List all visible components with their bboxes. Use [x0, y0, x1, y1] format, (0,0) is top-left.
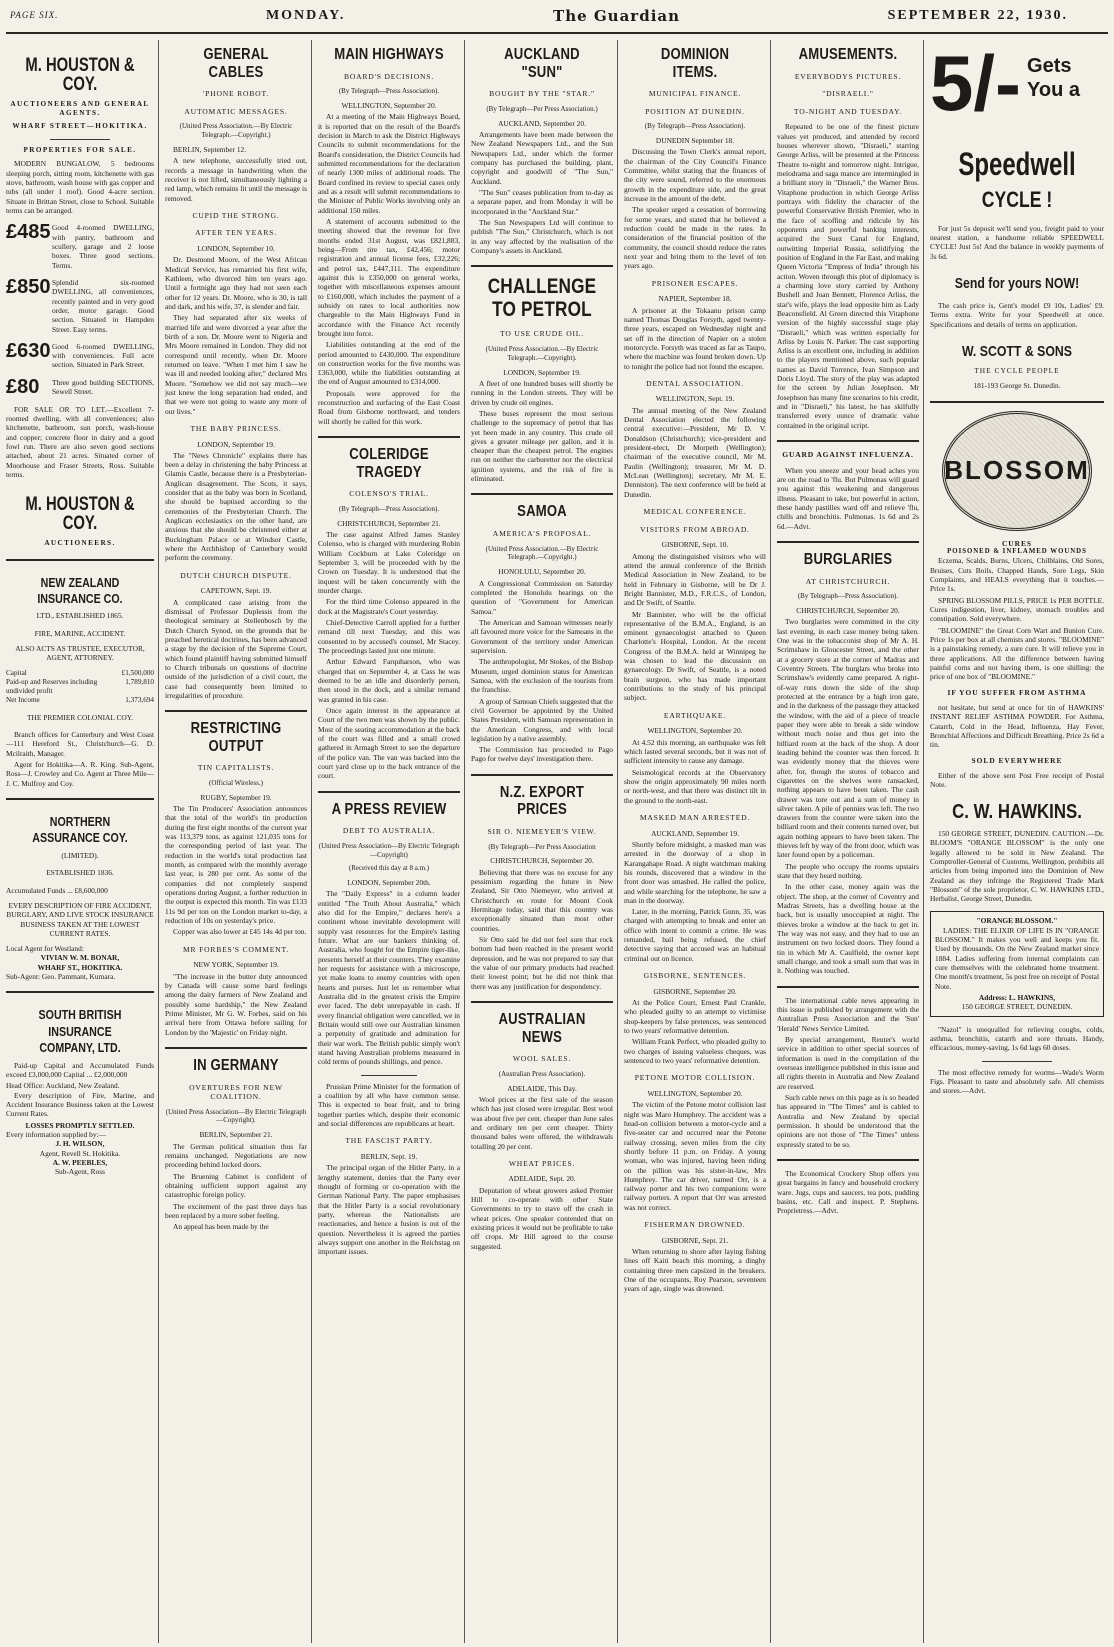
- property-price: £630: [6, 339, 51, 362]
- column-6: [777, 40, 924, 1643]
- ad-paragraph: Either of the above sent Post Free receipt of Postal Note.: [930, 771, 1104, 790]
- article-paragraph: The annual meeting of the New Zealand Dental Association elected the following central executive:—President, Mr D. V. Donaldson (Christchurch); vice-president and president-elect, Dr Morpeth (Wellington); chairman of the executive council, Mr M. Paulin (Wellington); treasurer, Mr M. D. McLean (Wellington); secretary, Mr M. E. Denniston). The next conference will be held at Dunedin.: [624, 405, 766, 499]
- dateline: NEW YORK, September 19.: [193, 960, 279, 970]
- wire-credit: (By Telegraph—Per Press Association: [488, 842, 596, 851]
- ad-title: C. W. HAWKINS.: [952, 800, 1082, 823]
- ad-subtitle: AUCTIONEERS AND GENERAL AGENTS.: [10, 100, 150, 118]
- subheading: MUNICIPAL FINANCE.: [648, 89, 742, 99]
- subheading: MR FORBES'S COMMENT.: [182, 944, 290, 954]
- ad-paragraph: The most effective remedy for worms—Wade's Worm Figs. Pleasant to taste and absolutely safe. All chemists and stores.—Advt.: [930, 1067, 1104, 1096]
- article-paragraph: The American and Samoan witnesses nearly all favoured more voice for the Samoans in the Government of the territory under American supervision.: [471, 617, 613, 655]
- article-paragraph: An appeal has been made by the: [173, 1222, 269, 1232]
- wire-credit: (By Telegraph—Press Association).: [338, 504, 440, 513]
- article-paragraph: The "Daily Express" in a column leader entitled "The Truth About Australia," which also did for the Empire," declares here's a continent whose inevitable development will supply vast resources for the Empire's lasting future. What are our bankers thinking of. Australia, who fought for the Empire tiger-like, presents herself at their counters. They examine her requests for assistance with a microscope, yet make loans to enemy countries with open hearts and purses. Just let us remember what Australia did in the greatest crisis the Empire ever faced. The debt unrepayable in cash. If every financial obligation were cancelled, we in Britain would still owe our Australian kinsmen a perpetuity of gratitude and admiration for their war work. The British public simply won't stand having Australian problems measured in cold terms of pounds shillings, and pence.: [318, 889, 460, 1067]
- subheading: TO-NIGHT AND TUESDAY.: [793, 106, 903, 116]
- ad-subtitle: THE PREMIER COLONIAL COY.: [27, 712, 133, 722]
- property-listing: [6, 275, 154, 334]
- article-paragraph: The anthropologist, Mr Stokes, of the Bishop Museum, urged dominion status for American Samoa, with the exclusion of the tourists from the franchise.: [471, 657, 613, 695]
- subheading: POSITION AT DUNEDIN.: [645, 106, 745, 116]
- dateline: GISBORNE, Sept. 10.: [661, 540, 729, 550]
- masthead-day: MONDAY.: [265, 8, 346, 24]
- cycle-heading: CYCLE !: [981, 187, 1053, 212]
- article-paragraph: The people who occupy the rooms upstairs state that they heard nothing.: [777, 861, 919, 881]
- ad-paragraph: "BLOOMINE" the Great Corn Wart and Bunion Cure. Price 1s per box at all chemists and stores. "BLOOMINE" is a painstaking remedy, a sure cure. It will relieve you in three applications. All the difference between having painful corns and not having them, is one shilling: the price of one box of "BLOOMINE.": [930, 625, 1104, 682]
- ad-line: Accumulated Funds ... £8,600,000: [6, 885, 108, 895]
- article-paragraph: Copper was also lower at £45 14s 4d per ton.: [173, 927, 307, 937]
- price-banner: 5/-: [930, 40, 1022, 127]
- dateline: HONOLULU, September 20.: [498, 567, 586, 577]
- article-paragraph: The case against Alfred James Stanley Colenso, who is charged with murdering Robin William Cockburn at Lake Coleridge on September 3, will be proceeded with by the Crown on Tuesday. It is understood that the inquest will be taken concurrently with the murder charge.: [318, 530, 460, 595]
- ad-line: VIVIAN W. M. BONAR,: [40, 953, 120, 963]
- subheading: WHEAT PRICES.: [508, 1158, 576, 1168]
- article-paragraph: A fleet of one hundred buses will shortly be running in the London streets. They will be driven by crude oil engines.: [471, 378, 613, 407]
- subheading: MASKED MAN ARRESTED.: [639, 812, 751, 822]
- masthead: [6, 0, 1108, 34]
- subheading: "DISRAELI.": [822, 89, 874, 99]
- headline: COLERIDGE TRAGEDY: [349, 446, 429, 481]
- ad-paragraph: MODERN BUNGALOW, 5 bedrooms sleeping porch, sitting room, kitchenette with gas stove, bathroom, wash house with gas copper and tubs (all under 1 roof). Good 4-acre section. Situate in Brittan Street, close to School. Suitable terms can be arranged.: [6, 159, 154, 215]
- column-3: [318, 40, 465, 1643]
- dateline: BERLIN, September 21.: [199, 1130, 273, 1140]
- headline: CHALLENGE TO PETROL: [487, 275, 597, 322]
- article-paragraph: At 4.52 this morning, an earthquake was felt which lasted several seconds, but it was not of sufficient intensity to cause any damage.: [624, 737, 766, 766]
- subheading: GUARD AGAINST INFLUENZA.: [782, 450, 914, 460]
- article-paragraph: Chief-Detective Carroll applied for a further remand till next Tuesday, and this was consented to by accused's counsel, Mr Stacey. The proceedings lasted just one minute.: [318, 617, 460, 655]
- subheading: BOARD'S DECISIONS.: [343, 71, 435, 81]
- finance-row: Paid-up and Reserves including undivided profit 1,789,810: [6, 677, 154, 695]
- article-paragraph: The German political situation thus far remains unchanged. Negotiations are now proceeding behind locked doors.: [165, 1141, 307, 1170]
- cycle-ad-header: [930, 40, 1104, 127]
- notice-paragraph: By special arrangement, Reuter's world service in addition to other special sources of information is used in the compilation of the overseas intelligence published in this issue and all rights therein in Australia and New Zealand are reserved.: [777, 1035, 919, 1091]
- dateline: LONDON, September 10.: [197, 244, 275, 254]
- subheading: SIR O. NIEMEYER'S VIEW.: [487, 827, 597, 836]
- article-paragraph: Proposals were approved for the reconstruction and surfacing of the East Coast Road from Gisborne northward, and tenders will shortly be called for this work.: [318, 388, 460, 426]
- dateline: BERLIN, Sept. 19.: [360, 1151, 418, 1161]
- subheading: DEBT TO AUSTRALIA.: [342, 826, 436, 836]
- article-paragraph: The "News Chronicle" explains there has been a delay in christening the baby Princess at Glamis Castle, because there is a Presbyterian-Anglican disagreement. The Scots, it says, consider that as the baby was born in Scotland, she should be baptised according to the ceremonies of the Presbyterian Church. The Anglican ecclesiastics on the other hand, are anxious that she should be christened either at Buckingham Palace or at Windsor Castle, where the Archbishop of Canterbury would perform the ceremony.: [165, 450, 307, 563]
- subheading: AUTOMATIC MESSAGES.: [184, 106, 288, 116]
- dateline: DUNEDIN September 18.: [655, 136, 735, 146]
- ad-paragraph: Paid-up Capital and Accumulated Funds exceed £3,000,000 Capital ... £2,000,000: [6, 1060, 154, 1079]
- article-paragraph: Two burglaries were committed in the city last evening, in each case money being taken. One was in the tobacconist shop of Mr A. H. Scrimshaw in Gloucester Street, and the other at a grocery store at the corner of Madras and Coventry Streets. The burglars who broke into Scrimshaw's evidently came prepared. A right-of-way runs down the side of the shop protected at the entrance by a high iron gate, and in the darkness of the passage they attacked the window, with the aid of a piece of treacle paper they were able to break a side window without much noise and thus get into the billiard room at the back of the shop. A door leading behind the counter was then forced. It was evidently money that the thieves were after, for, though the stores of tobacco and cigarettes on the shelves were ransacked, nothing appears to have been taken. The cash drawer was tore out and a sum of money in silver taken. A pile of pennies was left. The two drawers from the counter were taken into the billiard room and their contents turned over, but again nothing appears to have been taken. The thieves left by way of the front door, which was later found open by a policeman.: [777, 617, 919, 860]
- dateline: RUGBY, September 19.: [200, 792, 272, 802]
- headline: A PRESS REVIEW: [331, 800, 447, 818]
- ad-line: Local Agent for Westland:: [6, 944, 84, 954]
- dateline: CHRISTCHURCH, September 21.: [337, 518, 441, 528]
- article-paragraph: When returning to shore after laying fishing lines off Kaiti beach this morning, a dinghy containing three men capsized in the breakers. One of the occupants, Roy Pearson, seventeen years of age, single was drowned.: [624, 1247, 766, 1294]
- dateline: AUCKLAND, September 19.: [651, 828, 739, 838]
- ad-subtitle: SOLD EVERYWHERE: [971, 755, 1063, 765]
- article-paragraph: "The Sun" ceases publication from to-day as a separate paper, and from Monday it will be incorporated in the "Auckland Star.": [471, 187, 613, 216]
- article-paragraph: A group of Samoan Chiefs suggested that the civil Governor be appointed by the United States President, with Samoan representation in the American Congress, and with local legislation by a native assembly.: [471, 696, 613, 743]
- ad-paragraph: SPRING BLOSSOM PILLS, PRICE 1s PER BOTTLE. Cures indigestion, liver, kidney, stomach troubles and constipation. Sold everywhere.: [930, 595, 1104, 624]
- ad-subtitle: ALSO ACTS AS TRUSTEE, EXECUTOR, AGENT, ATTORNEY.: [15, 643, 145, 663]
- wire-credit: (By Telegraph—Press Association).: [797, 592, 899, 601]
- ad-paragraph: For just 5s deposit we'll send you, freight paid to your nearest station, a handsome reliable SPEEDWELL CYCLE! Just 5s! And the balance in weekly payments of 3s 6d.: [930, 223, 1104, 261]
- dateline: GISBORNE, Sept. 21.: [661, 1235, 729, 1245]
- ad-subtitle: "ORANGE BLOSSOM.": [976, 916, 1058, 926]
- article-paragraph: Discussing the Town Clerk's annual report, the chairman of the City Council's Finance Committee, whilst stating that the finances of the city were sound, referred to the enormous growth in the expenditure side, and the great increase in the amount of the debt.: [624, 147, 766, 204]
- finance-row: Capital £1,500,000: [6, 668, 154, 677]
- notice-paragraph: The international cable news appearing in this issue is published by arrangement with the Australian Press Association and the 'Sun' 'Herald' News Service Limited.: [777, 995, 919, 1033]
- subheading: PETONE MOTOR COLLISION.: [634, 1073, 756, 1083]
- dateline: BERLIN, September 12.: [173, 144, 247, 154]
- article-paragraph: Mr Bannister, who will be the official representative of the B.M.A., England, is an eminent gynaecologist attached to Queen Charlotte's Hospital, London. At the recent Congress of the B.M.A. held at Winnipeg he was chosen to lead the discussion on gynaecology. Dr Swift, of Seattle, is a noted brain surgeon, who has made important contributions to the study of his principal subject.: [624, 609, 766, 703]
- dateline: ADELAIDE, Sept. 20.: [508, 1174, 576, 1184]
- article-paragraph: Believing that there was no excuse for any pessimism regarding the future in New Zealand, Sir Otto Niemeyer, who arrived at Christchurch en route for Mount Cook Hermitage today, said that this country was exceptionally situated than most other countries.: [471, 867, 613, 933]
- ad-paragraph: Eczema, Scalds, Burns, Ulcers, Chilblains, Old Sores, Bruises, Cuts Boils, Chapped Hands, Sore Legs, Skin Complaints, and HEALS everything that it touches.—Price 1s.: [930, 556, 1104, 594]
- article-paragraph: At a meeting of the Main Highways Board, it is reported that on the result of the Board's decision in March to ask the District Highways Councils to submit recommendations for the Board's consideration, the District Councils had submitted recommendations for the declaration of nearly 1300 miles of additional roads. The Board confined its review to special cases only and as a result will submit recommendations to the Minister of Public Works involving only an additional 150 miles.: [318, 112, 460, 215]
- dateline: GISBORNE, September 20.: [653, 986, 737, 996]
- ad-line: J. H. WILSON,: [55, 1139, 105, 1149]
- ad-address: Address: L. HAWKINS,: [978, 993, 1056, 1003]
- subheading: FISHERMAN DROWNED.: [644, 1220, 746, 1230]
- ad-line: Sub-Agent: Geo. Pammant, Kumara.: [6, 972, 116, 982]
- ad-title: NORTHERN ASSURANCE COY.: [32, 814, 128, 846]
- article-paragraph: Seismological records at the Observatory show the origin approximately 90 miles north or north-west, and that there was distinct tilt in the ground to the north-east.: [624, 767, 766, 805]
- subheading: 'PHONE ROBOT.: [202, 89, 270, 99]
- article-paragraph: A new telephone, successfully tried out, records a message in handwriting when the receiver is not lifted, simultaneously lighting a red lamp, which remains lit until the message is removed.: [165, 156, 307, 203]
- article-paragraph: Arthur Edward Farquharson, who was charged that on September 4, at Cass he was deemed to be an idle and disorderly person, then stood in the dock, and a similar remand was granted in his case.: [318, 657, 460, 704]
- article-paragraph: Once again interest in the appearance at Court of the two men was shown by the public. Most of the seating accommodation at the back of the court was filled and a small crowd gathered in Armagh Street to see the departure of the police van. The van was backed into the court yard close up to the back entrance of the court.: [318, 705, 460, 781]
- subheading: THE BABY PRINCESS.: [190, 423, 282, 433]
- headline: MAIN HIGHWAYS: [334, 46, 444, 63]
- column-7: [930, 40, 1108, 1643]
- masthead-date: SEPTEMBER 22, 1930.: [887, 8, 1068, 24]
- wire-credit: (United Press Association—By Electric Telegraph—Copyright).: [165, 1107, 307, 1125]
- subheading: EVERYBODYS PICTURES.: [794, 71, 902, 81]
- property-desc: Splendid six-roomed DWELLING, all conveniences, recently painted and in very good order, motor garage. Good section. Situated in Hampden Street. Easy terms.: [52, 277, 154, 334]
- property-desc: Good 4-roomed DWELLING, with pantry, bathroom and scullery, garage and 2 loose boxes. Three good sections. Terms.: [52, 223, 154, 270]
- ad-title: W. SCOTT & SONS: [961, 343, 1073, 361]
- columns: [6, 40, 1108, 1643]
- subheading: PRISONER ESCAPES.: [651, 278, 739, 288]
- ad-title: SOUTH BRITISH INSURANCE COMPANY, LTD.: [38, 1007, 122, 1056]
- article-paragraph: The speaker urged a cessation of borrowing for some years, and stated that he believed a reduction could be made in the rates. In consideration of the financial position of the community, the council should reduce the rates next year and bring them to the level of ten years ago.: [624, 205, 766, 271]
- cycle-brand: Speedwell: [958, 146, 1076, 182]
- ad-line: Agent, Revell St. Hokitika.: [39, 1148, 121, 1158]
- ad-title: NEW ZEALAND INSURANCE CO.: [37, 574, 123, 606]
- article-paragraph: The principal organ of the Hitler Party, in a lengthy statement, denies that the Party ever thought of forming or co-operation with the German National Party. The paper emphasises that the Hitler Party is a social revolutionary party, whereas the Nationalists are reactionaries, and hence a fusion is out of the question. Nevertheless it is agreed the parties always support one another in the Reichstag on important issues.: [318, 1163, 460, 1257]
- column-5: [624, 40, 771, 1643]
- ad-headline: Send for yours NOW!: [954, 275, 1080, 293]
- article-paragraph: The Sun Newspapers Ltd will continue to publish "The Sun," Christchurch, which is not in any way affected by the realisation of the Company's assets in Auckland.: [471, 217, 613, 255]
- ad-paragraph: The cash price is, Gent's model £9 10s, Ladies' £9. Terms extra. Write for your Speedwell at once. Specifications and details of terms on application.: [930, 301, 1104, 329]
- ad-address: 181-193 George St. Dunedin.: [973, 381, 1061, 391]
- headline: RESTRICTING OUTPUT: [190, 720, 282, 755]
- ad-subtitle: (LIMITED).: [61, 850, 99, 860]
- article-paragraph: The victim of the Petone motor collision last night was Maro Humphrey. The accident was a head-on collision between a motor-cycle and a five-seater car and occurred near the Petone railway crossing, seven miles from the city shortly before 11 p.m. on Friday. A young woman, who was injured, having been riding on the pillion was his sister-in-law, Mrs Humphrey. The car driver, named Orr, is a railway porter and his two companions were railway porters. A report that Orr was arrested was not correct.: [624, 1100, 766, 1212]
- subheading: AFTER TEN YEARS.: [195, 228, 277, 238]
- article-paragraph: Prussian Prime Minister for the formation of a coalition by all who have common sense. This is expected to bear fruit, and to bring together parties which, despite their economic and social differences are republicans at heart.: [318, 1081, 460, 1129]
- wire-credit: (United Press Association—By Electric Telegraph—Copyright): [318, 841, 460, 859]
- column-4: [471, 40, 618, 1643]
- article-paragraph: The excitement of the past three days has been replaced by a more sober feeling.: [165, 1201, 307, 1220]
- article-paragraph: Wool prices at the first sale of the season which has just closed were irregular. Best wool was about five per cent. cheaper than June sales and ordinary ten per cent cheaper. Thirty thousand bales were offered, the withdrawals totalling 20 per cent.: [471, 1094, 613, 1151]
- notice-paragraph: Such cable news on this page as is so headed has appeared in "The Times" and is cabled to Australia and New Zealand by special permission. It should be understood that the opinions are not those of "The Times" unless expressly stated to be so.: [777, 1093, 919, 1149]
- wire-credit: (United Press Association.—By Electric Telegraph.—Copyright.): [485, 544, 599, 562]
- subheading: DUTCH CHURCH DISPUTE.: [180, 570, 292, 580]
- wire-credit: (United Press Association.—By Electric Telegraph.—Copyright.): [179, 122, 293, 140]
- wire-credit: (By Telegraph—Press Association).: [644, 122, 746, 131]
- masthead-title: The Guardian: [553, 6, 681, 25]
- ad-address: 150 GEORGE STREET, DUNEDIN.: [961, 1002, 1073, 1012]
- subheading: THE FASCIST PARTY.: [345, 1136, 433, 1146]
- subheading: WOOL SALES.: [512, 1054, 572, 1064]
- property-listing: [6, 375, 154, 398]
- wire-credit: (Received this day at 8 a.m.): [348, 864, 430, 873]
- ad-line: Head Office: Auckland, New Zealand.: [6, 1081, 120, 1091]
- headline: DOMINION ITEMS.: [660, 46, 730, 81]
- article-paragraph: A prisoner at the Tokaanu prison camp named Thomas Douglas Forsyth, aged twenty-three years, escaped on Wednesday night and set off in the direction of Napier on a stolen motorcycle. Forsyth was traced as far as Taupo, where the machine was found broken down. Up to tonight the police had not found the escapee.: [624, 305, 766, 371]
- ad-paragraph: Branch offices for Canterbury and West Coast—111 Hereford St., Christchurch—G. D. Mcilraith, Manager.: [6, 730, 154, 758]
- notice-paragraph: The Economical Crockery Shop offers you great bargains in fancy and household crockery ware. Jugs, cups and saucers, tea pots, pudding basins, etc. Call and inspect. P. Stephens. Proprietress.—Advt.: [777, 1168, 919, 1216]
- finance-row: Net Income 1,373,694: [6, 695, 154, 704]
- dateline: WELLINGTON, Sept. 19.: [655, 394, 735, 404]
- column-1: [6, 40, 159, 1643]
- property-desc: Three good building SECTIONS, Sewell Street.: [52, 377, 154, 397]
- subheading: TO USE CRUDE OIL.: [500, 329, 584, 339]
- article-paragraph: For the third time Colenso appeared in the dock at the Magistrate's Court yesterday.: [318, 597, 460, 616]
- subheading: BOUGHT BY THE "STAR.": [489, 89, 595, 99]
- ad-paragraph: Agent for Hokitika—A. R. King. Sub-Agent, Ross—J. Crowley and Co. Agent at Three Mile—J. C. Mulfroy and Coy.: [6, 760, 154, 788]
- dateline: WELLINGTON, September 20.: [647, 1088, 743, 1098]
- subheading: AT CHRISTCHURCH.: [805, 576, 891, 586]
- ad-line: A. W. PEEBLES,: [52, 1157, 108, 1167]
- headline: AMUSEMENTS.: [798, 46, 898, 63]
- ad-subtitle: AUCTIONEERS.: [44, 539, 116, 548]
- wire-credit: (Official Wireless.): [209, 779, 263, 788]
- wire-credit: (United Press Association.—By Electric Telegraph.—Copyright).: [485, 344, 599, 362]
- property-listing: [6, 223, 154, 270]
- headline: AUSTRALIAN NEWS: [498, 1010, 586, 1046]
- article-paragraph: Shortly before midnight, a masked man was arrested in the doorway of a shop in Karangahape Road. A night watchman making his rounds, discovered that a window in the front door was smashed. He called the police, and while searching for the telephone, he saw a man in the doorway.: [624, 839, 766, 905]
- dateline: LONDON, September 19.: [503, 367, 581, 377]
- column-2: [165, 40, 312, 1643]
- article-paragraph: Liabilities outstanding at the end of the period amounted to £430,000. The expenditure on construction works for the five months was £363,000, while the liabilities outstanding at the end of August amounted to £314,000.: [318, 340, 460, 387]
- cycle-ad-tagline: Gets You a: [1027, 55, 1080, 101]
- ad-subtitle: THE CYCLE PEOPLE: [974, 365, 1060, 375]
- article-paragraph: These buses represent the most serious challenge to the supremacy of petrol that has yet been made in any country. This crude oil gives a greater mileage per gallon, and it is cheaper than the cheapest petrol. The engines run on neither the carburettor nor the electrical ignition systems, and the risk of fire is eliminated.: [471, 408, 613, 484]
- article-paragraph: Arrangements have been made between the New Zealand Newspapers Ltd., and the Sun Newspapers Ltd., under which the former company has purchased the building, plant, copyright and goodwill of "The Sun," Auckland.: [471, 129, 613, 186]
- article-paragraph: In the other case, money again was the object. The shop, at the corner of Coventry and Madras Streets, has a dwelling house at the back, but is usually unoccupied at night. The thieves broke a window at the back to get in. The way was not easy, and they had to use an instrument on two locked doors. They found a tin in which Mr A. Caulfield, the owner kept small change, and took a small sum that was in it. Nothing was touched.: [777, 882, 919, 976]
- dateline: LONDON, September 20th.: [347, 878, 431, 888]
- article-paragraph: Deputation of wheat growers asked Premier Hill to co-operate with other State Governments to try to stave off the crash in wheat prices. One speaker contended that on existing prices it would not be profitable to take off crops. Mr Hill agreed to the course suggested.: [471, 1185, 613, 1251]
- orange-blossom-ad: [930, 911, 1104, 1016]
- ad-paragraph: not hesitate, but send at once for tin of HAWKINS' INSTANT RELIEF ASTHMA POWDER. For Asthma, Catarrh, Cold in the Head, Influenza, Hay Fever, Bronchial Affections and Difficult Breathing. Price 2s 6d a tin.: [930, 703, 1104, 750]
- ad-paragraph: Every description of Fire, Marine, and Accident Insurance Business taken at the Lowest Current Rates.: [6, 1090, 154, 1119]
- ad-paragraph: LADIES: THE ELIXIR OF LIFE IS IN "ORANGE BLOSSOM." It makes you well and keeps you fit. Used by thousands. On the New Zealand market since 1884. Ladies suffering from internal complaints can cure themselves with the celebrated home treatment. One month's treatment, 5s post free on receipt of Postal Note.: [935, 925, 1099, 991]
- subheading: CUPID THE STRONG.: [192, 210, 280, 220]
- wire-credit: (By Telegraph—Press Association).: [338, 87, 440, 96]
- subheading: TIN CAPITALISTS.: [197, 763, 275, 773]
- ad-subtitle: EVERY DESCRIPTION OF FIRE ACCIDENT, BURGLARY, AND LIVE STOCK INSURANCE BUSINESS TAKEN AT THE LOWEST CURRENT RATES.: [6, 900, 154, 938]
- ad-paragraph: FOR SALE OR TO LET.—Excellent 7-roomed dwelling, with all conveniences; also kitchenette, bathroom, sun porch, wash-house and copper; concrete floor in dairy and a good fowl run. There are also seven good sections attached, about 21 acres. Situated corner of Moorhouse and Fraser Streets, Ross. Suitable terms.: [6, 404, 154, 480]
- article-paragraph: A Congressional Commission on Saturday completed the Honolulu hearings on the question of "Government for American Samoa.": [471, 578, 613, 616]
- article-paragraph: Later, in the morning, Patrick Gunn, 35, was charged with attempting to break and enter an office with intent to commit a crime. He was remanded, bail being refused, the chief detective saying that accused was an habitual criminal out on licence.: [624, 907, 766, 963]
- ad-subtitle: CURES: [1001, 538, 1033, 548]
- headline: N.Z. EXPORT PRICES: [499, 783, 585, 819]
- headline: BURGLARIES: [803, 550, 893, 568]
- article-paragraph: "The increase in the butter duty announced by Canada will cause some hard feelings among the dairy farmers of New Zealand and possibly some hardship," the New Zealand Prime Minister, Mr G. W. Forbes, said on his arrival here from Ottawa before sailing for London by the 'Majestic' on Friday night.: [165, 971, 307, 1037]
- ad-line: WHARF ST., HOKITIKA.: [37, 962, 123, 972]
- property-price: £850: [6, 275, 51, 298]
- ad-line: LOSSES PROMPTLY SETTLED.: [25, 1120, 135, 1130]
- headline: AUCKLAND "SUN": [504, 46, 580, 81]
- ad-line: Sub-Agent, Ross: [54, 1167, 106, 1177]
- article-paragraph: When you sneeze and your head aches you are on the road to 'flu. But Pulmonas will guard you against this weakening and dangerous illness. Pleasant to take, but powerful in action, these handy pastilles ward off and relieve 'flu, chills and bronchitis. Pulmonas. 1s 6d and 2s 6d.—Advt.: [777, 465, 919, 531]
- headline: SAMOA: [517, 503, 567, 521]
- article-paragraph: A complicated case arising from the dismissal of Professor Duplessis from the theological seminary at Stellenbosch by the Dutch Church Synod, on the grounds that he preached heretical doctrines, has been advanced a stage by the decision of the Supreme Court, which found plaintiff having submitted himself to Church tribunals on questions of doctrine outside of the jurisdiction of a civil court, the case had consequently been limited to irregularities of procedure.: [165, 597, 307, 700]
- article-paragraph: At the Police Court, Ernest Paul Crankle, who pleaded guilty to an attempt to victimise shop-keepers by false pretences, was sentenced to two years' reformative detention.: [624, 998, 766, 1035]
- property-price: £80: [6, 375, 40, 398]
- dateline: WELLINGTON, September 20.: [647, 726, 743, 736]
- article-paragraph: The Bruening Cabinet is confident of obtaining sufficient support against any catastrophic foreign policy.: [165, 1171, 307, 1200]
- ad-paragraph: "Nazol" is unequalled for relieving coughs, colds, asthma, bronchitis, catarrh and sore throats. Handy, efficacious, money-saving, 1s 6d lags 60 doses.: [930, 1024, 1104, 1053]
- article-paragraph: William Frank Perfect, who pleaded guilty to two charges of issuing valueless cheques, was sentenced to two years' reformative detention.: [624, 1037, 766, 1065]
- subheading: MEDICAL CONFERENCE.: [643, 507, 747, 517]
- ad-subtitle: LTD., ESTABLISHED 1865.: [36, 611, 124, 621]
- article-paragraph: Sir Otto said he did not feel sure that rock bottom had been reached in the present world depression, and he was not prepared to say that the value of our primary products had reached their lowest point; but he did not think that there was any justification for despondency.: [471, 935, 613, 991]
- headline: IN GERMANY: [193, 1056, 279, 1074]
- article-paragraph: A statement of accounts submitted to the meeting showed that the revenue for five months ended 31st August, was £821,883, being—From tire tax, £42,456; motor registration and annual license fees, £32,226; and petrol tax, £447,111. The expenditure against this is £350,000 on general works, together with miscellaneous expenses amount to £160,000, which includes the payment of a subsidy on rates to local authorities now chargeable to the Main Highways Fund in accordance with the Finance Act recently brought into force.: [318, 216, 460, 338]
- article-paragraph: The Commission has proceeded to Pago Pago for twelve days' investigation there.: [471, 745, 613, 764]
- headline: GENERAL CABLES: [203, 46, 269, 81]
- wire-credit: (Australian Press Association).: [498, 1069, 586, 1078]
- article-paragraph: Dr. Desmond Moore, of the West African Medical Service, has remarried his first wife, Kathleen, who divorced him ten years ago. Until a fortnight ago they had not seen each other for 12 years. Dr. Moore, who is 30, is tall and dark, and his wife, 37, is slender and fair.: [165, 255, 307, 311]
- ad-paragraph: 150 GEORGE STREET, DUNEDIN. CAUTION.—Dr. BLOOM'S "ORANGE BLOSSOM" is the only one legally allowed to be sold in New Zealand. The Comptroller-General of Customs, Wellington, prohibits all articles from being imported into the Dominion of New Zealand as they infringe the Registered Trade Mark "Blossom" of the sole proprietor, C. W. HAWKINS LTD., Herbalist, George Street, Dunedin.: [930, 828, 1104, 904]
- dateline: CHRISTCHURCH, September 20.: [796, 605, 900, 615]
- ad-subtitle: ESTABLISHED 1836.: [46, 868, 114, 878]
- property-price: £485: [6, 221, 51, 244]
- article-paragraph: Among the distinguished visitors who will attend the annual conference of the British Medical Association in New Zealand, to be held in February in Gisborne, will be Dr J. Bright Bannister, M.D., F.R.C.S., of London, and Dr Swift, of Seattle.: [624, 551, 766, 608]
- subheading: OVERTURES FOR NEW COALITION.: [189, 1082, 283, 1102]
- ad-address: WHARF STREET—HOKITIKA.: [12, 122, 148, 131]
- dateline: AUCKLAND, September 20.: [498, 118, 586, 128]
- ad-subtitle: POISONED & INFLAMED WOUNDS: [947, 547, 1087, 555]
- property-desc: Good 6-roomed DWELLING, with conveniences. Full acre section. Situated in Park Street.: [52, 341, 154, 370]
- wire-credit: (By Telegraph—Per Press Association.): [486, 104, 598, 113]
- property-listing: [6, 339, 154, 370]
- page-number: PAGE SIX.: [10, 10, 59, 21]
- dateline: WELLINGTON, September 20.: [341, 100, 437, 110]
- ad-line: Every information supplied by:—: [6, 1129, 106, 1139]
- ad-subtitle: IF YOU SUFFER FROM ASTHMA: [947, 687, 1087, 697]
- blossom-logo: BLOSSOM: [942, 411, 1092, 531]
- subheading: AMERICA'S PROPOSAL.: [492, 529, 592, 539]
- dateline: ADELAIDE, This Day.: [507, 1083, 577, 1093]
- article-paragraph: They had separated after six weeks of married life and were divorced a year after the birth of a son. Dr. Moore went to Nigeria and Mrs Moore remained in London. They did not correspond until recently, when Dr. Moore returned on leave. "When I met him I saw he was ill and needed looking after," declared Mrs Moore. "Somehow we did not say much—we just knew the long separation had ended, and that we were not going to waste any more of our lives.": [165, 313, 307, 416]
- ad-title: M. HOUSTON & COY.: [25, 494, 135, 535]
- subheading: EARTHQUAKE.: [663, 710, 727, 720]
- dateline: NAPIER, September 18.: [658, 294, 732, 304]
- article-paragraph: The Tin Producers' Association announces that the total of the world's tin production during the first eight months of the current year was 113,379 tons, as against 121,035 tons for the corresponding period of last year. The reduction in the world's total production last month, as compared with the monthly average last year, is 280 per cent. As some of the companies did not completely suspend operations during August, a further reduction in the output is expected this month. Tin was £133 11s 9d per ton on the London market to-day, a reduction of 10s on yesterday's price.: [165, 804, 307, 926]
- subheading: VISITORS FROM ABROAD.: [640, 524, 750, 534]
- subheading: DENTAL ASSOCIATION.: [646, 378, 744, 388]
- subheading: GISBORNE, SENTENCES.: [643, 971, 747, 981]
- subheading: COLENSO'S TRIAL.: [349, 489, 429, 499]
- dateline: CHRISTCHURCH, September 20.: [490, 856, 594, 866]
- dateline: LONDON, September 19.: [197, 439, 275, 449]
- ad-title: M. HOUSTON & COY.: [25, 55, 135, 95]
- ad-subtitle: FIRE, MARINE, ACCIDENT.: [34, 628, 126, 638]
- dateline: CAPETOWN, Sept. 19.: [200, 586, 272, 596]
- article-paragraph: Repeated to be one of the finest picture values yet produced, and attended by record houses wherever shown, "Disraeli," starring George Arliss, will be presented at the Princess Theatre to-night and tomorrow night. Intrigue, melodrama and saga mance are intermingled in a brilliant story in "Disraeli," the Warner Bros. Vitaphone production in which George Arliss portrays with fidelity the character of the powerful Conservative British Premier, who in the face of scoffing and ridicule by his opponents and powerful banking interests, acquired the Suez Canal for England, outwitting Imperial Russia, solidifying the position of England in the Far East, and making Queen Victoria "Empress of India" through his action. Woven through this plot of diplomacy is a charming love story carried by Anthony Bushell and Joan Bennett, Florence Arliss, the star's wife, plays the lead opposite him as Lady Beaconsfield. Al Green directed this Vitaphone version of the highly successful stage play "Disraeli," which was written especially for Arliss by Louis N. Parker. The cast supporting Arliss is an excellent one, including in addition to the players mentioned above, such popular names as David Torrence, Ivan Simpson and Doris Lloyd. The story of the play was adapted for the screen by Julian Josephson. Mr Josephson has many fine scenarios to his credit, and in "Disraeli," his latest, he has skilfully transferred every ounce of dramatic value contained in the original script.: [777, 122, 919, 430]
- ad-section-heading: PROPERTIES FOR SALE.: [23, 146, 137, 155]
